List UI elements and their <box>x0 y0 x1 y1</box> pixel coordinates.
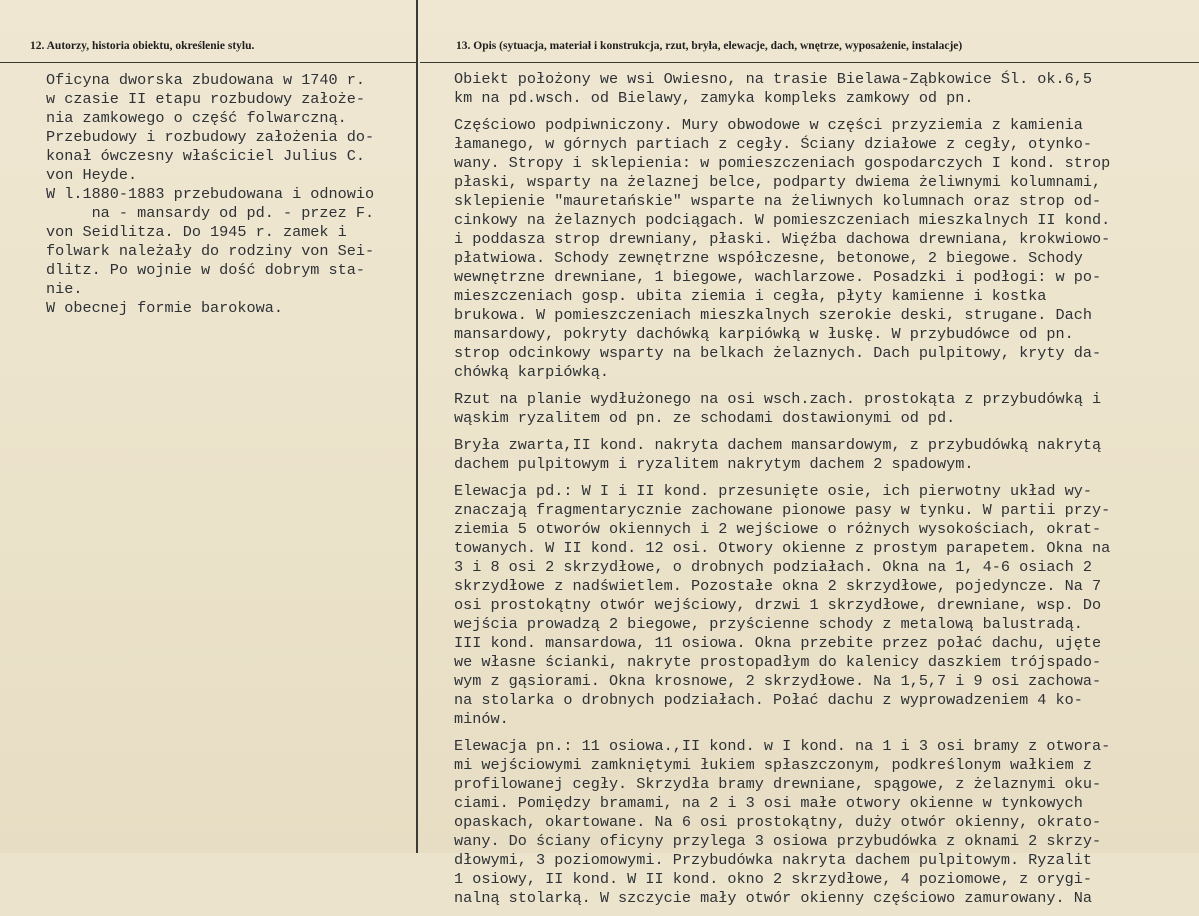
text-line: na - mansardy od pd. - przez F. <box>46 204 375 222</box>
text-line: wym z gąsiorami. Okna krosnowe, 2 skrzydłowe. Na 1,5,7 i 9 osi zachowa- <box>454 672 1102 690</box>
text-line: profilowanej cegły. Skrzydła bramy drewniane, spągowe, z żelaznymi oku- <box>454 775 1102 793</box>
text-line: W l.1880-1883 przebudowana i odnowio <box>46 185 375 203</box>
text-line: Częściowo podpiwniczony. Mury obwodowe w części przyziemia z kamienia <box>454 116 1083 134</box>
text-line: Elewacja pn.: 11 osiowa.,II kond. w I kond. na 1 i 3 osi bramy z otwora- <box>454 737 1111 755</box>
text-line: Obiekt położony we wsi Owiesno, na trasie Bielawa-Ząbkowice Śl. ok.6,5 <box>454 70 1092 88</box>
text-line: mi wejściowymi zamkniętymi łukiem spłaszczonym, podkreślonym wałkiem z <box>454 756 1092 774</box>
text-line: cinkowy na żelaznych podciągach. W pomieszczeniach mieszkalnych II kond. <box>454 211 1111 229</box>
text-line: nie. <box>46 280 83 298</box>
text-line: konał ówczesny właściciel Julius C. <box>46 147 365 165</box>
text-line: osi prostokątny otwór wejściowy, drzwi 1 skrzydłowe, drewniane, wsp. Do <box>454 596 1102 614</box>
paragraph <box>454 390 1110 428</box>
text-line: minów. <box>454 710 509 728</box>
text-line: W obecnej formie barokowa. <box>46 299 283 317</box>
text-line: opaskach, okartowane. Na 6 osi prostokątny, duży otwór okienny, okrato- <box>454 813 1102 831</box>
text-line: folwark należały do rodziny von Sei- <box>46 242 375 260</box>
text-line: mieszczeniach gosp. ubita ziemia i cegła, płyty kamienne i kostka <box>454 287 1047 305</box>
paragraph <box>454 436 1110 474</box>
text-line: mansardowy, pokryty dachówką karpiówką w łuskę. W przybudówce od pn. <box>454 325 1074 343</box>
text-line: wąskim ryzalitem od pn. ze schodami dostawionymi od pd. <box>454 409 956 427</box>
text-line: ziemia 5 otworów okiennych i 2 wejściowe o różnych wysokościach, okrat- <box>454 520 1102 538</box>
text-line: wany. Stropy i sklepienia: w pomieszczeniach gospodarczych I kond. strop <box>454 154 1111 172</box>
text-line: III kond. mansardowa, 11 osiowa. Okna przebite przez połać dachu, ujęte <box>454 634 1102 652</box>
text-line: wany. Do ściany oficyny przylega 3 osiowa przybudówka z oknami 2 skrzy- <box>454 832 1102 850</box>
paragraph <box>454 116 1110 382</box>
text-line: Przebudowy i rozbudowy założenia do- <box>46 128 375 146</box>
text-line: dlitz. Po wojnie w dość dobrym sta- <box>46 261 365 279</box>
text-line: znaczają fragmentarycznie zachowane pionowe pasy w tynku. W partii przy- <box>454 501 1111 519</box>
text-line: i poddasza strop drewniany, płaski. Więźba dachowa drewniana, krokwiowo- <box>454 230 1111 248</box>
text-line: chówką karpiówką. <box>454 363 609 381</box>
paragraph <box>454 482 1110 729</box>
text-line: 1 osiowy, II kond. W II kond. okno 2 skrzydłowe, 4 poziomowe, z orygi- <box>454 870 1092 888</box>
text-line: wejścia prowadzą 2 biegowe, przyścienne schody z metalową balustradą. <box>454 615 1083 633</box>
text-line: von Seidlitza. Do 1945 r. zamek i <box>46 223 347 241</box>
paragraph <box>454 737 1110 908</box>
description-text <box>454 70 1110 916</box>
text-line: von Heyde. <box>46 166 138 184</box>
text-line: km na pd.wsch. od Bielawy, zamyka kompleks zamkowy od pn. <box>454 89 974 107</box>
text-line: nalną stolarką. W szczycie mały otwór okienny częściowo zamurowany. Na <box>454 889 1092 907</box>
text-line: ciami. Pomiędzy bramami, na 2 i 3 osi małe otwory okienne w tynkowych <box>454 794 1083 812</box>
header-rule-left <box>0 62 418 63</box>
text-line: we własne ścianki, nakryte prostopadłym do kalenicy daszkiem trójspado- <box>454 653 1102 671</box>
text-line: w czasie II etapu rozbudowy założe- <box>46 90 365 108</box>
text-line: płaski, wsparty na żelaznej belce, podparty dwiema żeliwnymi kolumnami, <box>454 173 1102 191</box>
text-line: Bryła zwarta,II kond. nakryta dachem mansardowym, z przybudówką nakrytą <box>454 436 1102 454</box>
text-line: brukowa. W pomieszczeniach mieszkalnych szerokie deski, strugane. Dach <box>454 306 1092 324</box>
text-line: strop odcinkowy wsparty na belkach żelaznych. Dach pulpitowy, kryty da- <box>454 344 1102 362</box>
text-line: sklepienie "mauretańskie" wsparte na żeliwnych kolumnach oraz strop od- <box>454 192 1102 210</box>
text-line: dachem pulpitowym i ryzalitem nakrytym dachem 2 spadowym. <box>454 455 974 473</box>
text-line: nia zamkowego o część folwarczną. <box>46 109 347 127</box>
text-line: płatwiowa. Schody zewnętrzne współczesne, betonowe, 2 biegowe. Schody <box>454 249 1083 267</box>
text-line: na stolarka o drobnych podziałach. Połać dachu z wyprowadzeniem 4 ko- <box>454 691 1083 709</box>
paragraph <box>454 70 1110 108</box>
text-line: towanych. W II kond. 12 osi. Otwory okienne z prostym parapetem. Okna na <box>454 539 1111 557</box>
text-line: Oficyna dworska zbudowana w 1740 r. <box>46 71 365 89</box>
history-text <box>46 71 374 318</box>
text-line: skrzydłowe z nadświetlem. Pozostałe okna 2 skrzydłowe, pojedyncze. Na 7 <box>454 577 1102 595</box>
text-line: Rzut na planie wydłużonego na osi wsch.zach. prostokąta z przybudówką i <box>454 390 1102 408</box>
text-line: 3 i 8 osi 2 skrzydłowe, o drobnych podziałach. Okna na 1, 4-6 osiach 2 <box>454 558 1092 576</box>
left-column <box>0 0 418 853</box>
text-line: dłowymi, 3 poziomowymi. Przybudówka nakryta dachem pulpitowym. Ryzalit <box>454 851 1092 869</box>
text-line: Elewacja pd.: W I i II kond. przesunięte osie, ich pierwotny układ wy- <box>454 482 1092 500</box>
text-line: wewnętrzne drewniane, 1 biegowe, wachlarzowe. Posadzki i podłogi: w po- <box>454 268 1102 286</box>
header-rule-right <box>420 62 1199 63</box>
section-12-header: 12. Autorzy, historia obiektu, określenie stylu. <box>30 40 255 52</box>
text-line: łamanego, w górnych partiach z cegły. Ściany działowe z cegły, otynko- <box>454 135 1092 153</box>
section-13-header: 13. Opis (sytuacja, materiał i konstrukcja, rzut, bryła, elewacje, dach, wnętrze, wyposażenie, instalacje) <box>456 40 963 52</box>
right-column <box>420 0 1199 907</box>
